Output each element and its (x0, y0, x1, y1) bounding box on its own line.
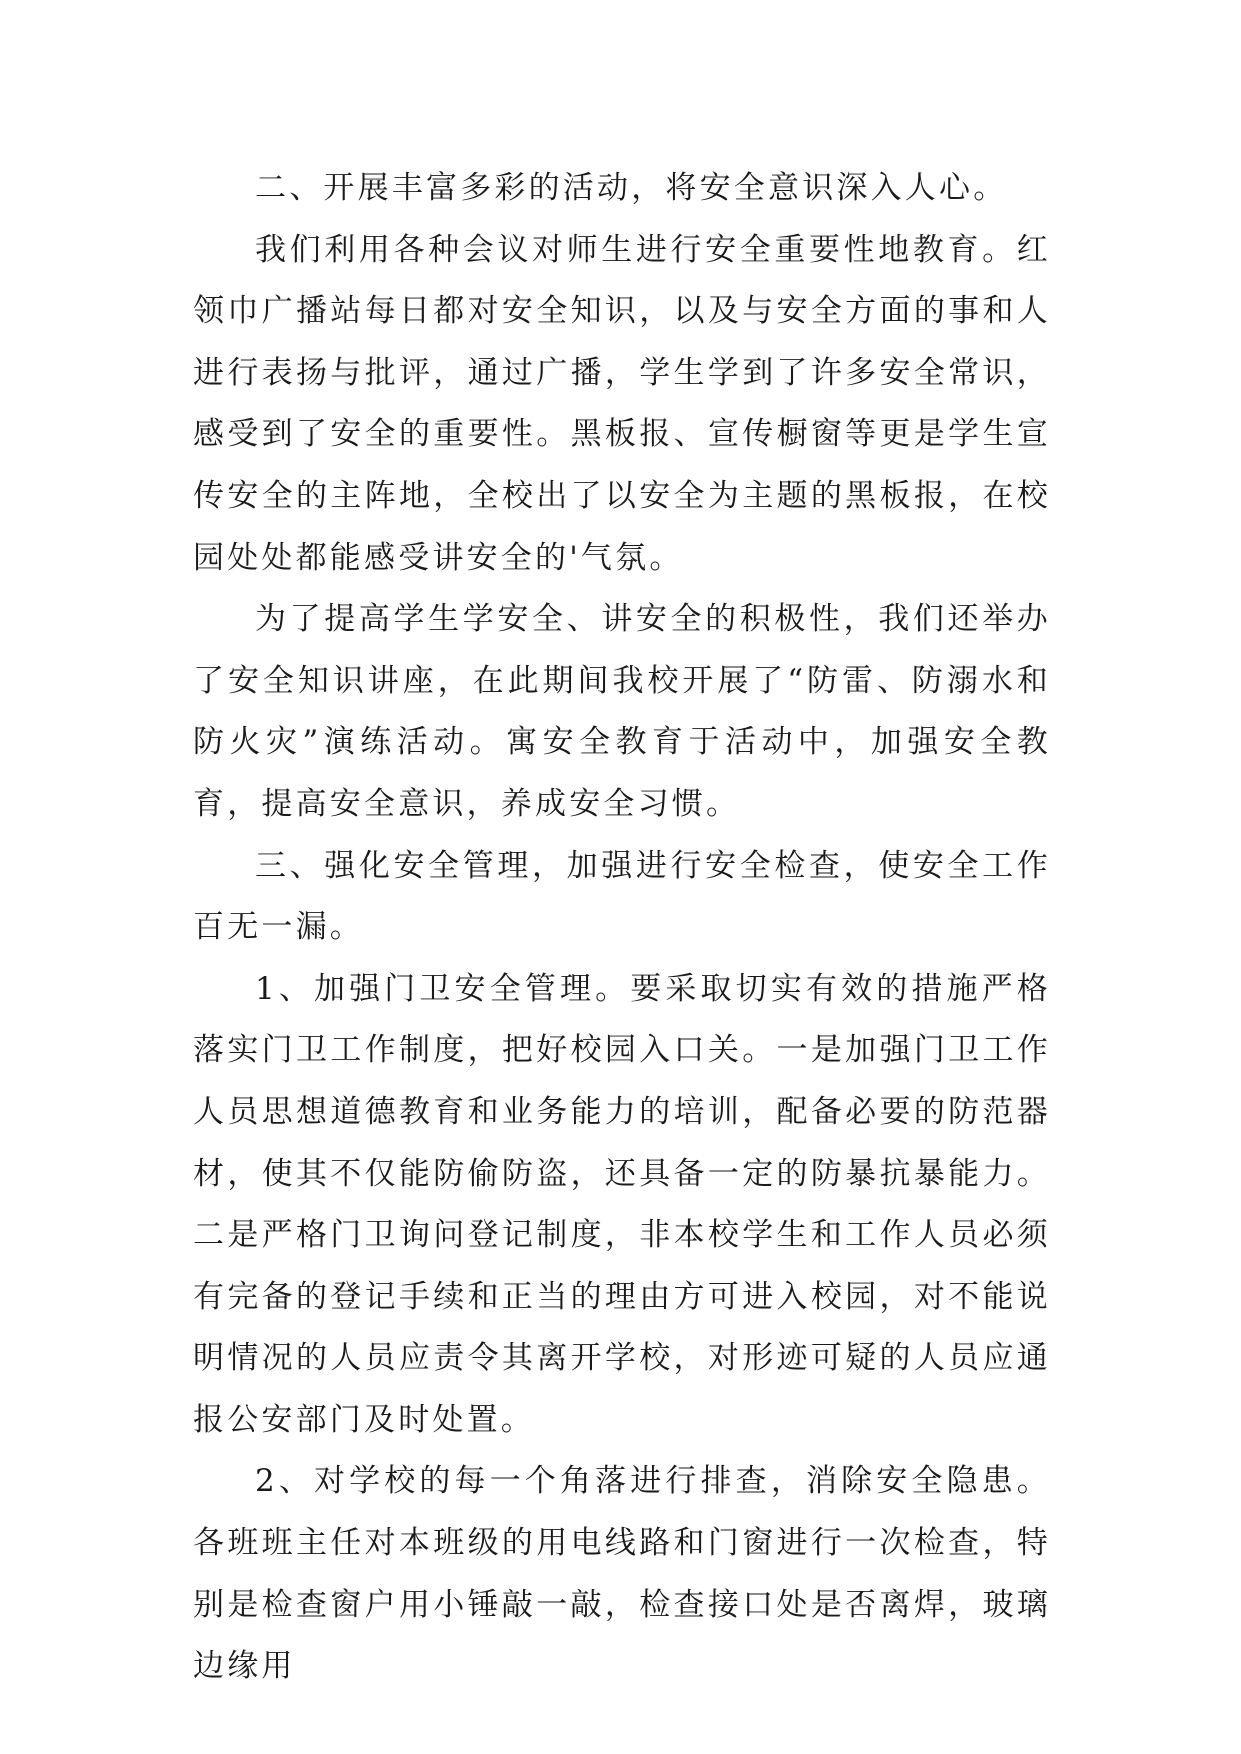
paragraph-meetings-broadcast: 我们利用各种会议对师生进行安全重要性地教育。红领巾广播站每日都对安全知识，以及与安全方面的事和人进行表扬与批评，通过广播，学生学到了许多安全常识，感受到了安全的重要性。黑板报、宣传橱窗等更是学生宣传安全的主阵地，全校出了以安全为主题的黑板报，在校园处处都能感受讲安全的'气氛。 (193, 231, 1051, 576)
paragraph-gate-security: 1、加强门卫安全管理。要采取切实有效的措施严格落实门卫工作制度，把好校园入口关。一是加强门卫工作人员思想道德教育和业务能力的培训，配备必要的防范器材，使其不仅能防偷防盗，还具备一定的防暴抗暴能力。二是严格门卫询问登记制度，非本校学生和工作人员必须有完备的登记手续和正当的理由方可进入校园，对不能说明情况的人员应责令其离开学校，对形迹可疑的人员应通报公安部门及时处置。 (193, 970, 1051, 1438)
section-heading-activities: 二、开展丰富多彩的活动，将安全意识深入人心。 (255, 170, 1008, 206)
paragraph-inspection: 2、对学校的每一个角落进行排查，消除安全隐患。各班班主任对本班级的用电线路和门窗进行一次检查，特别是检查窗户用小锤敲一敲，检查接口处是否离焊，玻璃边缘用 (193, 1463, 1051, 1685)
document-body (193, 158, 1051, 1698)
section-heading-management: 三、强化安全管理，加强进行安全检查，使安全工作百无一漏。 (193, 847, 1051, 946)
paragraph-lectures-drills: 为了提高学生学安全、讲安全的积极性，我们还举办了安全知识讲座，在此期间我校开展了“防雷、防溺水和防火灾”演练活动。寓安全教育于活动中，加强安全教育，提高安全意识，养成安全习惯。 (193, 601, 1051, 822)
